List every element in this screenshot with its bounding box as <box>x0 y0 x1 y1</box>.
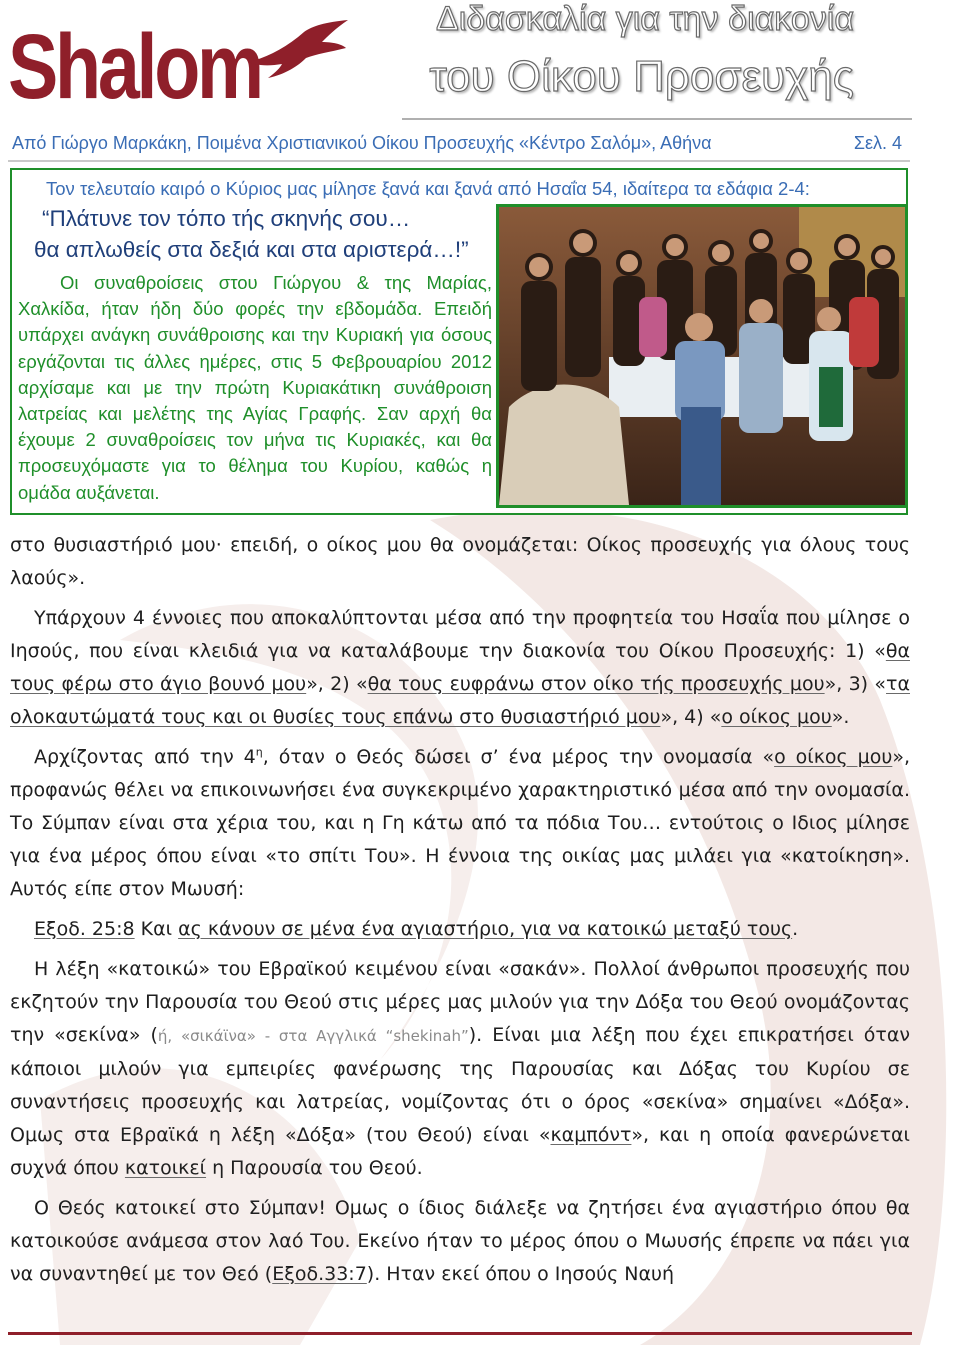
p2-text-e: ». <box>831 706 850 728</box>
p5-underline-1: καμπόντ <box>550 1124 632 1146</box>
p5-text-b: ). Είναι μια λέξη που έχει επικρατήσει όταν κάποιοι μιλούν για εμπειρίες φανέρωσης της Παρουσίας και Δόξας του Κυρίου σε συναντήσεις προσευχής και λατρείας, νομίζοντας ότι ο όρος «σεκίνα» σημαίνει «Δόξα». Ομως στα Εβραϊκά η λέξη «Δόξα» (του Θεού) είναι « <box>10 1024 910 1146</box>
paragraph-1 <box>10 529 910 595</box>
paragraph-6 <box>10 1192 910 1291</box>
p3-text-c: », προφανώς θέλει να επικοινωνήσει ένα συγκεκριμένο χαρακτηριστικό μέσα από την ονομασία. Το Σύμπαν είναι στα χέρια του, και η Γη κάτω από τα πόδια Του… εντούτοις ο Ιδιος μίλησε για ένα μέρος όπου είναι «το σπίτι Του». Η έννοια της οικίας μας μιλάει για «κατοίκηση». Αυτός είπε στον Μωυσή: <box>10 746 910 900</box>
page-title-line1: Διδασκαλία για την διακονία <box>435 0 854 38</box>
dove-icon <box>246 18 350 88</box>
paragraph-3 <box>10 741 910 906</box>
author-line: Από Γιώργο Μαρκάκη, Ποιμένα Χριστιανικού Οίκου Προσευχής «Κέντρο Σαλόμ», Αθήνα <box>12 133 712 153</box>
p6-underline-1: Εξοδ.33:7 <box>272 1263 367 1285</box>
news-body: Οι συναθροίσεις στου Γιώργου & της Μαρίας, Χαλκίδα, ήταν ήδη δύο φορές την εβδομάδα. Επειδή υπάρχει ανάγκη συνάθροισης και την Κυριακή για όσους εργάζονται τις άλλες ημέρες, στις 5 Φεβρουαρίου 2012 αρχίσαμε και με την πρώτη Κυριακάτικη συνάθροιση λατρείας και μελέτης της Αγίας Γραφής. Σαν αρχή θα έχουμε 2 συναθροίσεις τον μήνα τις Κυριακές, και θα προσευχόμαστε για το θέλημα του Κυρίου, καθώς η ομάδα αυξάνεται. <box>18 272 492 503</box>
byline-rule <box>8 160 910 162</box>
scripture-reference: Εξοδ. 25:8 <box>34 918 135 940</box>
logo-text: Shalom <box>8 16 261 118</box>
paragraph-4-scripture <box>10 913 910 946</box>
p2-text-b: », 2) « <box>306 673 368 695</box>
footer-rule <box>8 1332 912 1335</box>
p3-text-b: , όταν ο Θεός δώσει σ’ ένα μέρος την ονομασία « <box>262 746 775 768</box>
p5-text-d: η Παρουσία του Θεού. <box>206 1157 423 1179</box>
p2-underline-2: θα τους ευφράνω στον οίκο τής προσευχής μου <box>367 673 825 695</box>
p2-text-d: », 4) « <box>660 706 722 728</box>
paragraph-5 <box>10 953 910 1185</box>
page-title-line2: του Οίκου Προσευχής <box>429 52 854 101</box>
p2-text-a: Υπάρχουν 4 έννοιες που αποκαλύπτονται μέσα από την προφητεία του Ησαΐα που μίλησε ο Ιησούς, που είναι κλειδιά για να καταλάβουμε την διακονία του Οίκου Προσευχής: 1) « <box>10 607 910 662</box>
paragraph-2 <box>10 602 910 734</box>
page-number: Σελ. 4 <box>853 133 902 153</box>
group-photo-illustration <box>499 207 905 505</box>
quote-line-1: “Πλάτυνε τον τόπο τής σκηνής σου… <box>42 206 411 231</box>
quote-line-2: θα απλωθείς στα δεξιά και στα αριστερά…!” <box>34 237 469 262</box>
p4-underline-1: ας κάνουν σε μένα ένα αγιαστήριο, για να κατοικώ μεταξύ τους <box>178 918 793 940</box>
news-box <box>10 168 908 515</box>
p6-text-b: ). Ηταν εκεί όπου ο Ιησούς Ναυή <box>366 1263 675 1285</box>
p5-grey-note: ή, «σικάϊνα» - στα Αγγλικά “shekinah” <box>157 1027 469 1045</box>
p3-underline-1: ο οίκος μου <box>774 746 893 768</box>
paragraph-1-text: στο θυσιαστήριό μου· επειδή, ο οίκος μου θα ονομάζεται: Οίκος προσευχής για όλους τους λαούς». <box>10 534 910 589</box>
p2-underline-1: θα τους φέρω στο άγιο βουνό μου <box>10 640 910 695</box>
p5-text-c: », και η οποία φανερώνεται συχνά όπου <box>10 1124 910 1179</box>
p5-underline-2: κατοικεί <box>124 1157 207 1179</box>
article-body <box>10 529 910 1298</box>
p3-text-a: Αρχίζοντας από την 4 <box>34 746 256 768</box>
p5-text-a: Η λέξη «κατοικώ» του Εβραϊκού κειμένου είναι «σακάν». Πολλοί άνθρωποι προσευχής που εκζητούν την Παρουσία του Θεού στις μέρες μας μιλούν για την Δόξα του Θεού ονομάζοντας την «σεκίνα» ( <box>10 958 910 1046</box>
p4-text-a: Και <box>134 918 179 940</box>
group-photo <box>496 204 908 508</box>
news-intro: Τον τελευταίο καιρό ο Κύριος μας μίλησε ξανά και ξανά από Ησαΐα 54, ιδαίτερα τα εδάφια 2-4: <box>46 178 810 199</box>
p3-superscript: η <box>255 745 263 759</box>
p6-text-a: Ο Θεός κατοικεί στο Σύμπαν! Ομως ο ίδιος διάλεξε να ζητήσει ένα αγιαστήριο όπου θα κατοικούσε ανάμεσα στον λαό Του. Εκείνο ήταν το μέρος όπου ο Μωυσής έπρεπε να πάει για να συναντηθεί με τον Θεό ( <box>10 1197 910 1285</box>
p4-text-b: . <box>792 918 799 940</box>
p2-underline-4: ο οίκος μου <box>721 706 832 728</box>
p2-underline-3: τα ολοκαυτώματά τους και οι θυσίες τους επάνω στο θυσιαστήριό μου <box>10 673 910 728</box>
header-rule <box>402 118 912 120</box>
p2-text-c: », 3) « <box>824 673 887 695</box>
shalom-logo <box>8 12 348 122</box>
byline <box>12 133 902 154</box>
